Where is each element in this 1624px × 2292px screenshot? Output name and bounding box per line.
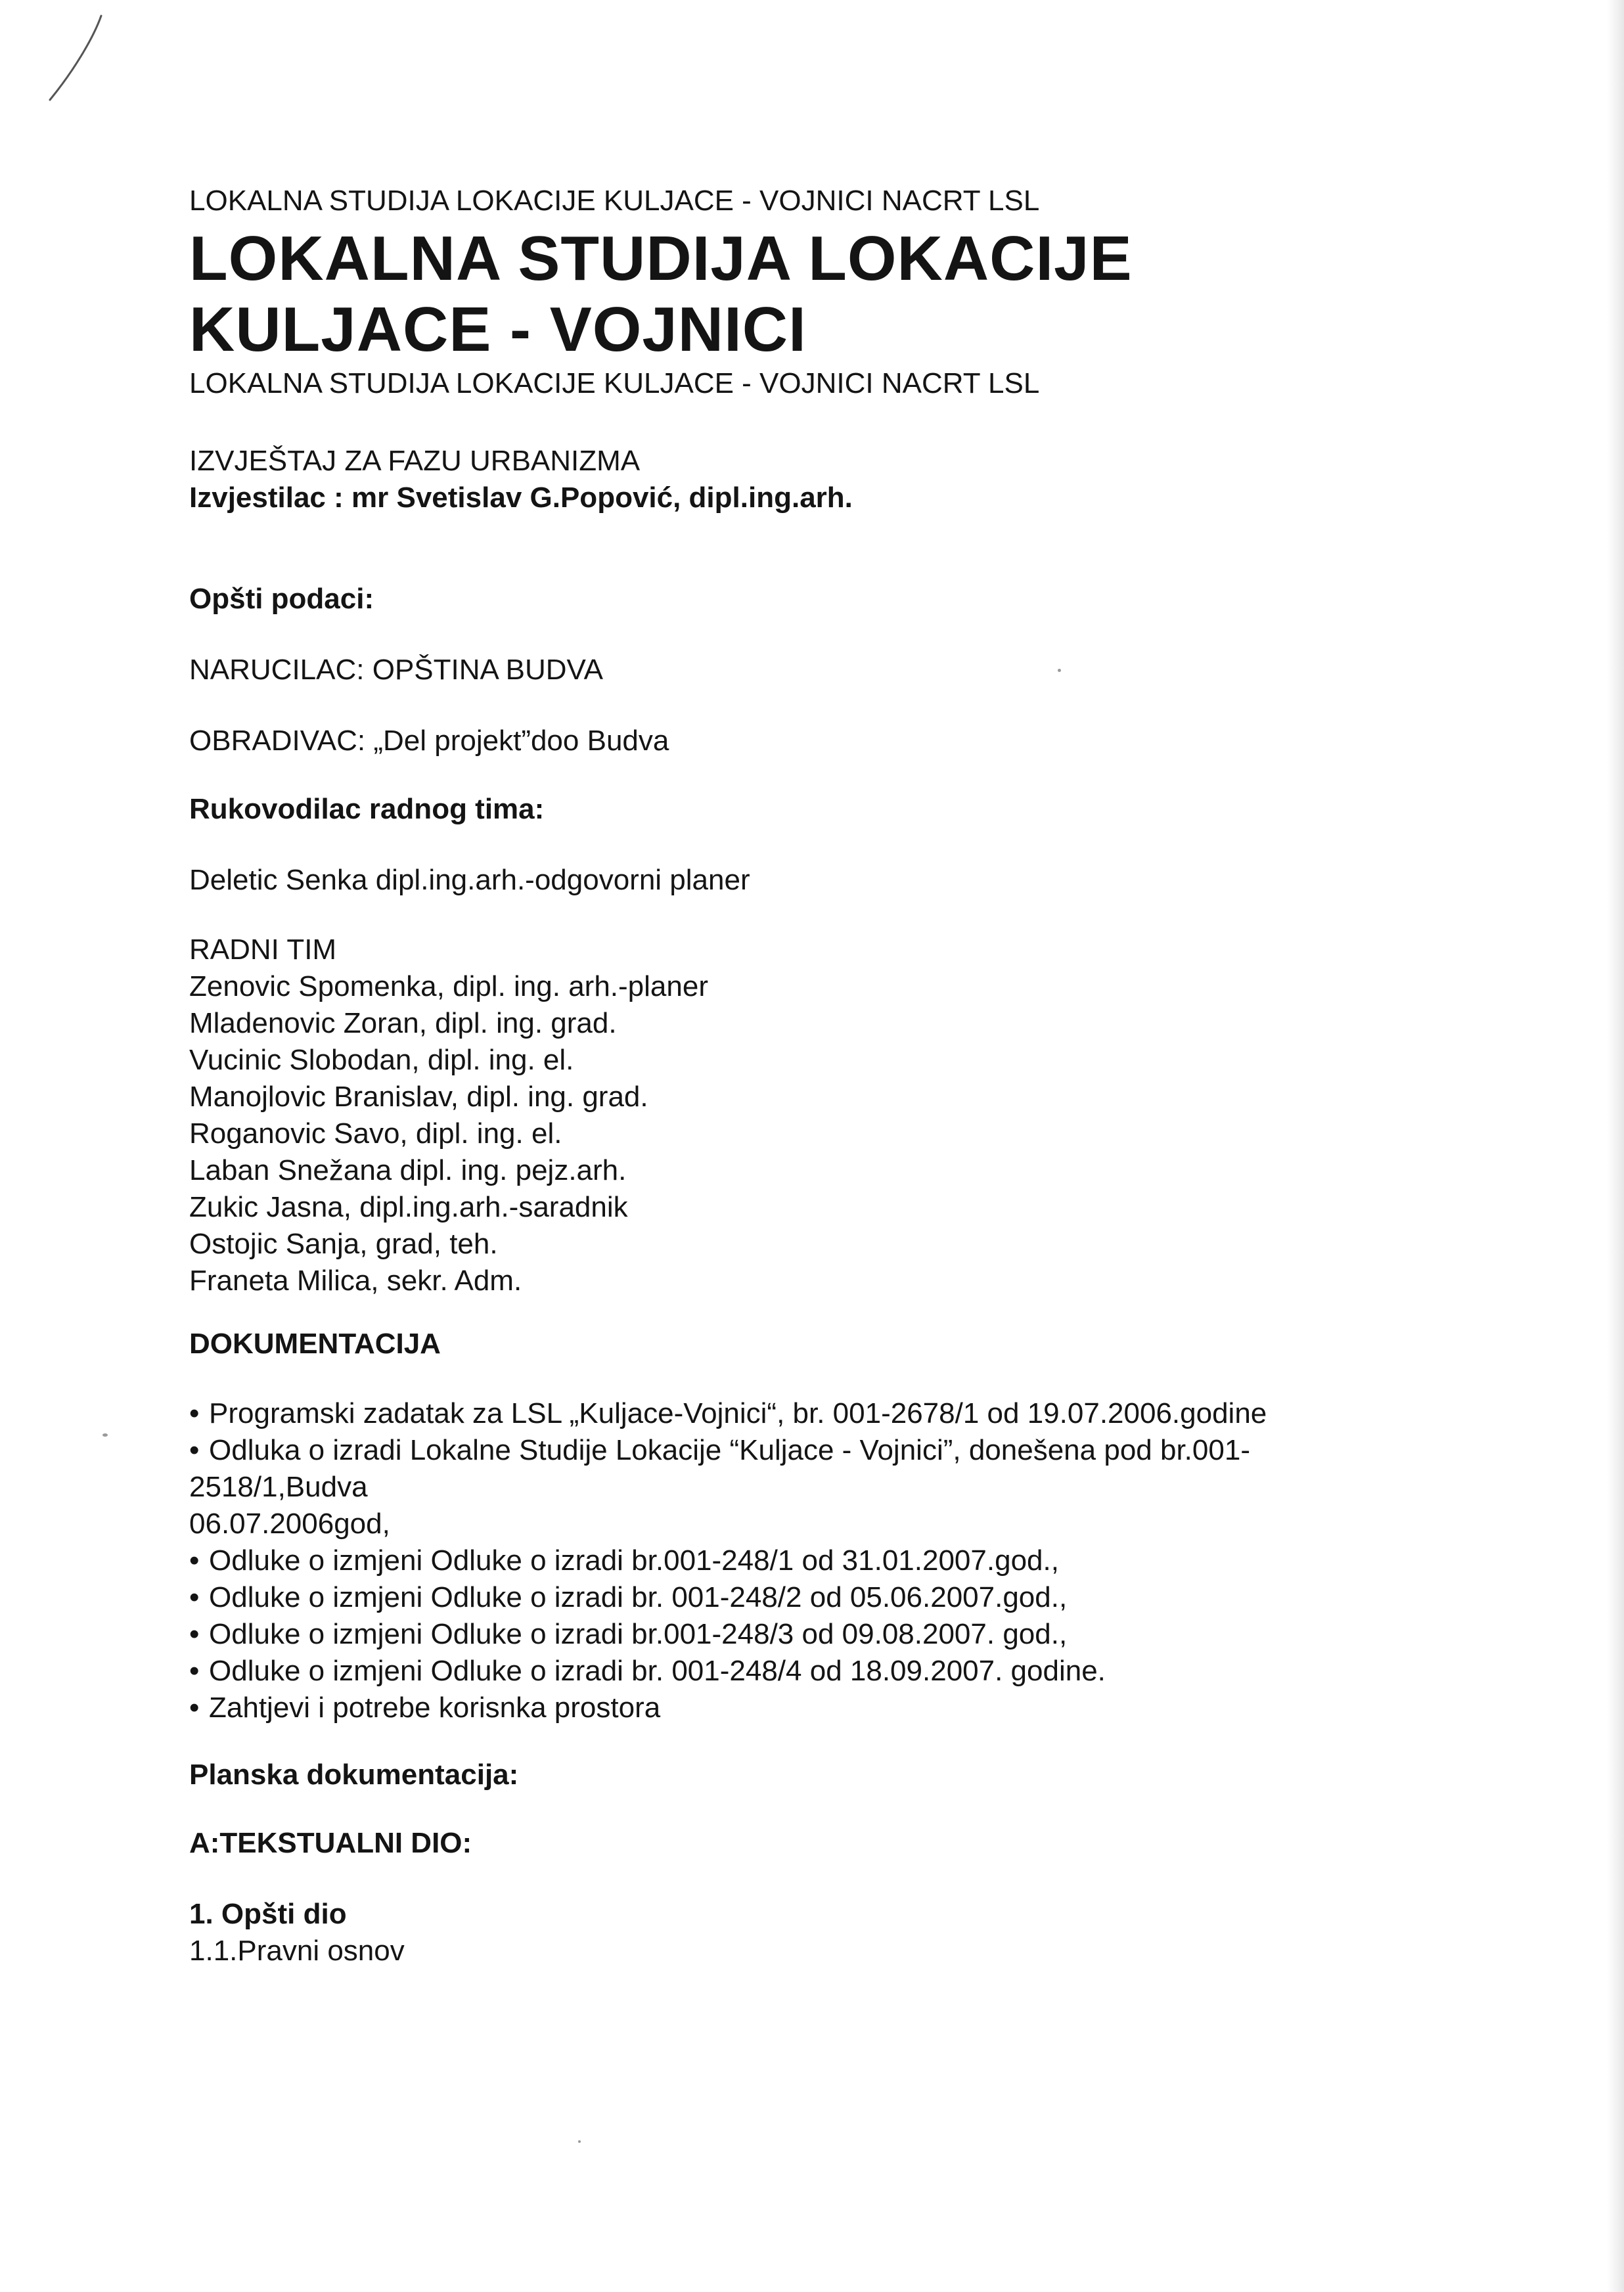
running-title-bottom: LOKALNA STUDIJA LOKACIJE KULJACE - VOJNICI NACRT LSL	[189, 367, 1040, 399]
team-member: Franeta Milica, sekr. Adm.	[189, 1265, 522, 1297]
pen-stroke-mark	[41, 12, 120, 104]
team-member-list	[189, 968, 1411, 1299]
rapporteur	[189, 480, 1411, 516]
documentation-item	[189, 1616, 1411, 1653]
documentation-item-text: Odluke o izmjeni Odluke o izradi br.001-248/1 od 31.01.2007.god.,	[209, 1544, 1059, 1577]
documentation-item-text: Zahtjevi i potrebe korisnka prostora	[209, 1692, 661, 1724]
scan-edge-shadow	[1607, 0, 1624, 2292]
bullet-glyph: •	[189, 1434, 200, 1466]
document-body	[189, 183, 1411, 1969]
bullet-glyph: •	[189, 1618, 200, 1650]
documentation-item	[189, 1395, 1411, 1432]
documentation-item-continuation: 2518/1,Budva	[189, 1471, 368, 1503]
documentation-heading: DOKUMENTACIJA	[189, 1328, 441, 1360]
team-heading: RADNI TIM	[189, 933, 337, 966]
team-member: Laban Snežana dipl. ing. pejz.arh.	[189, 1154, 627, 1186]
team-lead-heading: Rukovodilac radnog tima:	[189, 793, 545, 825]
documentation-item-text: Odluke o izmjeni Odluke o izradi br.001-248/3 od 09.08.2007. god.,	[209, 1618, 1068, 1650]
documentation-list	[189, 1395, 1411, 1726]
general-heading: Opšti podaci:	[189, 583, 374, 615]
textual-part-heading: A:TEKSTUALNI DIO:	[189, 1827, 472, 1859]
documentation-item	[189, 1542, 1411, 1579]
team-member: Mladenovic Zoran, dipl. ing. grad.	[189, 1007, 617, 1039]
documentation-item-continuation: 06.07.2006god,	[189, 1508, 390, 1540]
documentation-item	[189, 1432, 1411, 1469]
documentation-item-text: Odluka o izradi Lokalne Studije Lokacije “Kuljace - Vojnici”, donešena pod br.001-	[209, 1434, 1250, 1466]
documentation-item	[189, 1690, 1411, 1726]
team-member: Vucinic Slobodan, dipl. ing. el.	[189, 1044, 574, 1076]
client-line: NARUCILAC: OPŠTINA BUDVA	[189, 654, 603, 686]
bullet-glyph: •	[189, 1397, 200, 1429]
bullet-glyph: •	[189, 1581, 200, 1613]
section-heading: 1. Opšti dio	[189, 1898, 347, 1930]
report-phase: IZVJEŠTAJ ZA FAZU URBANIZMA	[189, 445, 641, 477]
rapporteur-label: Izvjestilac :	[189, 482, 344, 514]
documentation-item-text: Programski zadatak za LSL „Kuljace-Vojnici“, br. 001-2678/1 od 19.07.2006.godine	[209, 1397, 1267, 1429]
subsection-heading: 1.1.Pravni osnov	[189, 1935, 405, 1967]
team-member: Roganovic Savo, dipl. ing. el.	[189, 1117, 562, 1150]
scan-speck	[102, 1433, 108, 1437]
scan-speck	[578, 2140, 581, 2143]
bullet-glyph: •	[189, 1692, 200, 1724]
team-member: Zukic Jasna, dipl.ing.arh.-saradnik	[189, 1191, 628, 1223]
documentation-item	[189, 1653, 1411, 1690]
main-title-line-2: KULJACE - VOJNICI	[189, 294, 807, 365]
documentation-item-text: Odluke o izmjeni Odluke o izradi br. 001-248/4 od 18.09.2007. godine.	[209, 1655, 1106, 1687]
team-lead: Deletic Senka dipl.ing.arh.-odgovorni planer	[189, 864, 750, 896]
planning-heading: Planska dokumentacija:	[189, 1759, 519, 1791]
rapporteur-name: mr Svetislav G.Popović, dipl.ing.arh.	[351, 482, 853, 514]
running-title-top: LOKALNA STUDIJA LOKACIJE KULJACE - VOJNICI NACRT LSL	[189, 185, 1040, 217]
team-member: Ostojic Sanja, grad, teh.	[189, 1228, 498, 1260]
team-member: Zenovic Spomenka, dipl. ing. arh.-planer	[189, 970, 708, 1002]
bullet-glyph: •	[189, 1544, 200, 1577]
processor-line: OBRADIVAC: „Del projekt”doo Budva	[189, 725, 669, 757]
documentation-item	[189, 1579, 1411, 1616]
documentation-item-text: Odluke o izmjeni Odluke o izradi br. 001-248/2 od 05.06.2007.god.,	[209, 1581, 1068, 1613]
bullet-glyph: •	[189, 1655, 200, 1687]
main-title-line-1: LOKALNA STUDIJA LOKACIJE	[189, 223, 1133, 294]
team-member: Manojlovic Branislav, dipl. ing. grad.	[189, 1081, 648, 1113]
